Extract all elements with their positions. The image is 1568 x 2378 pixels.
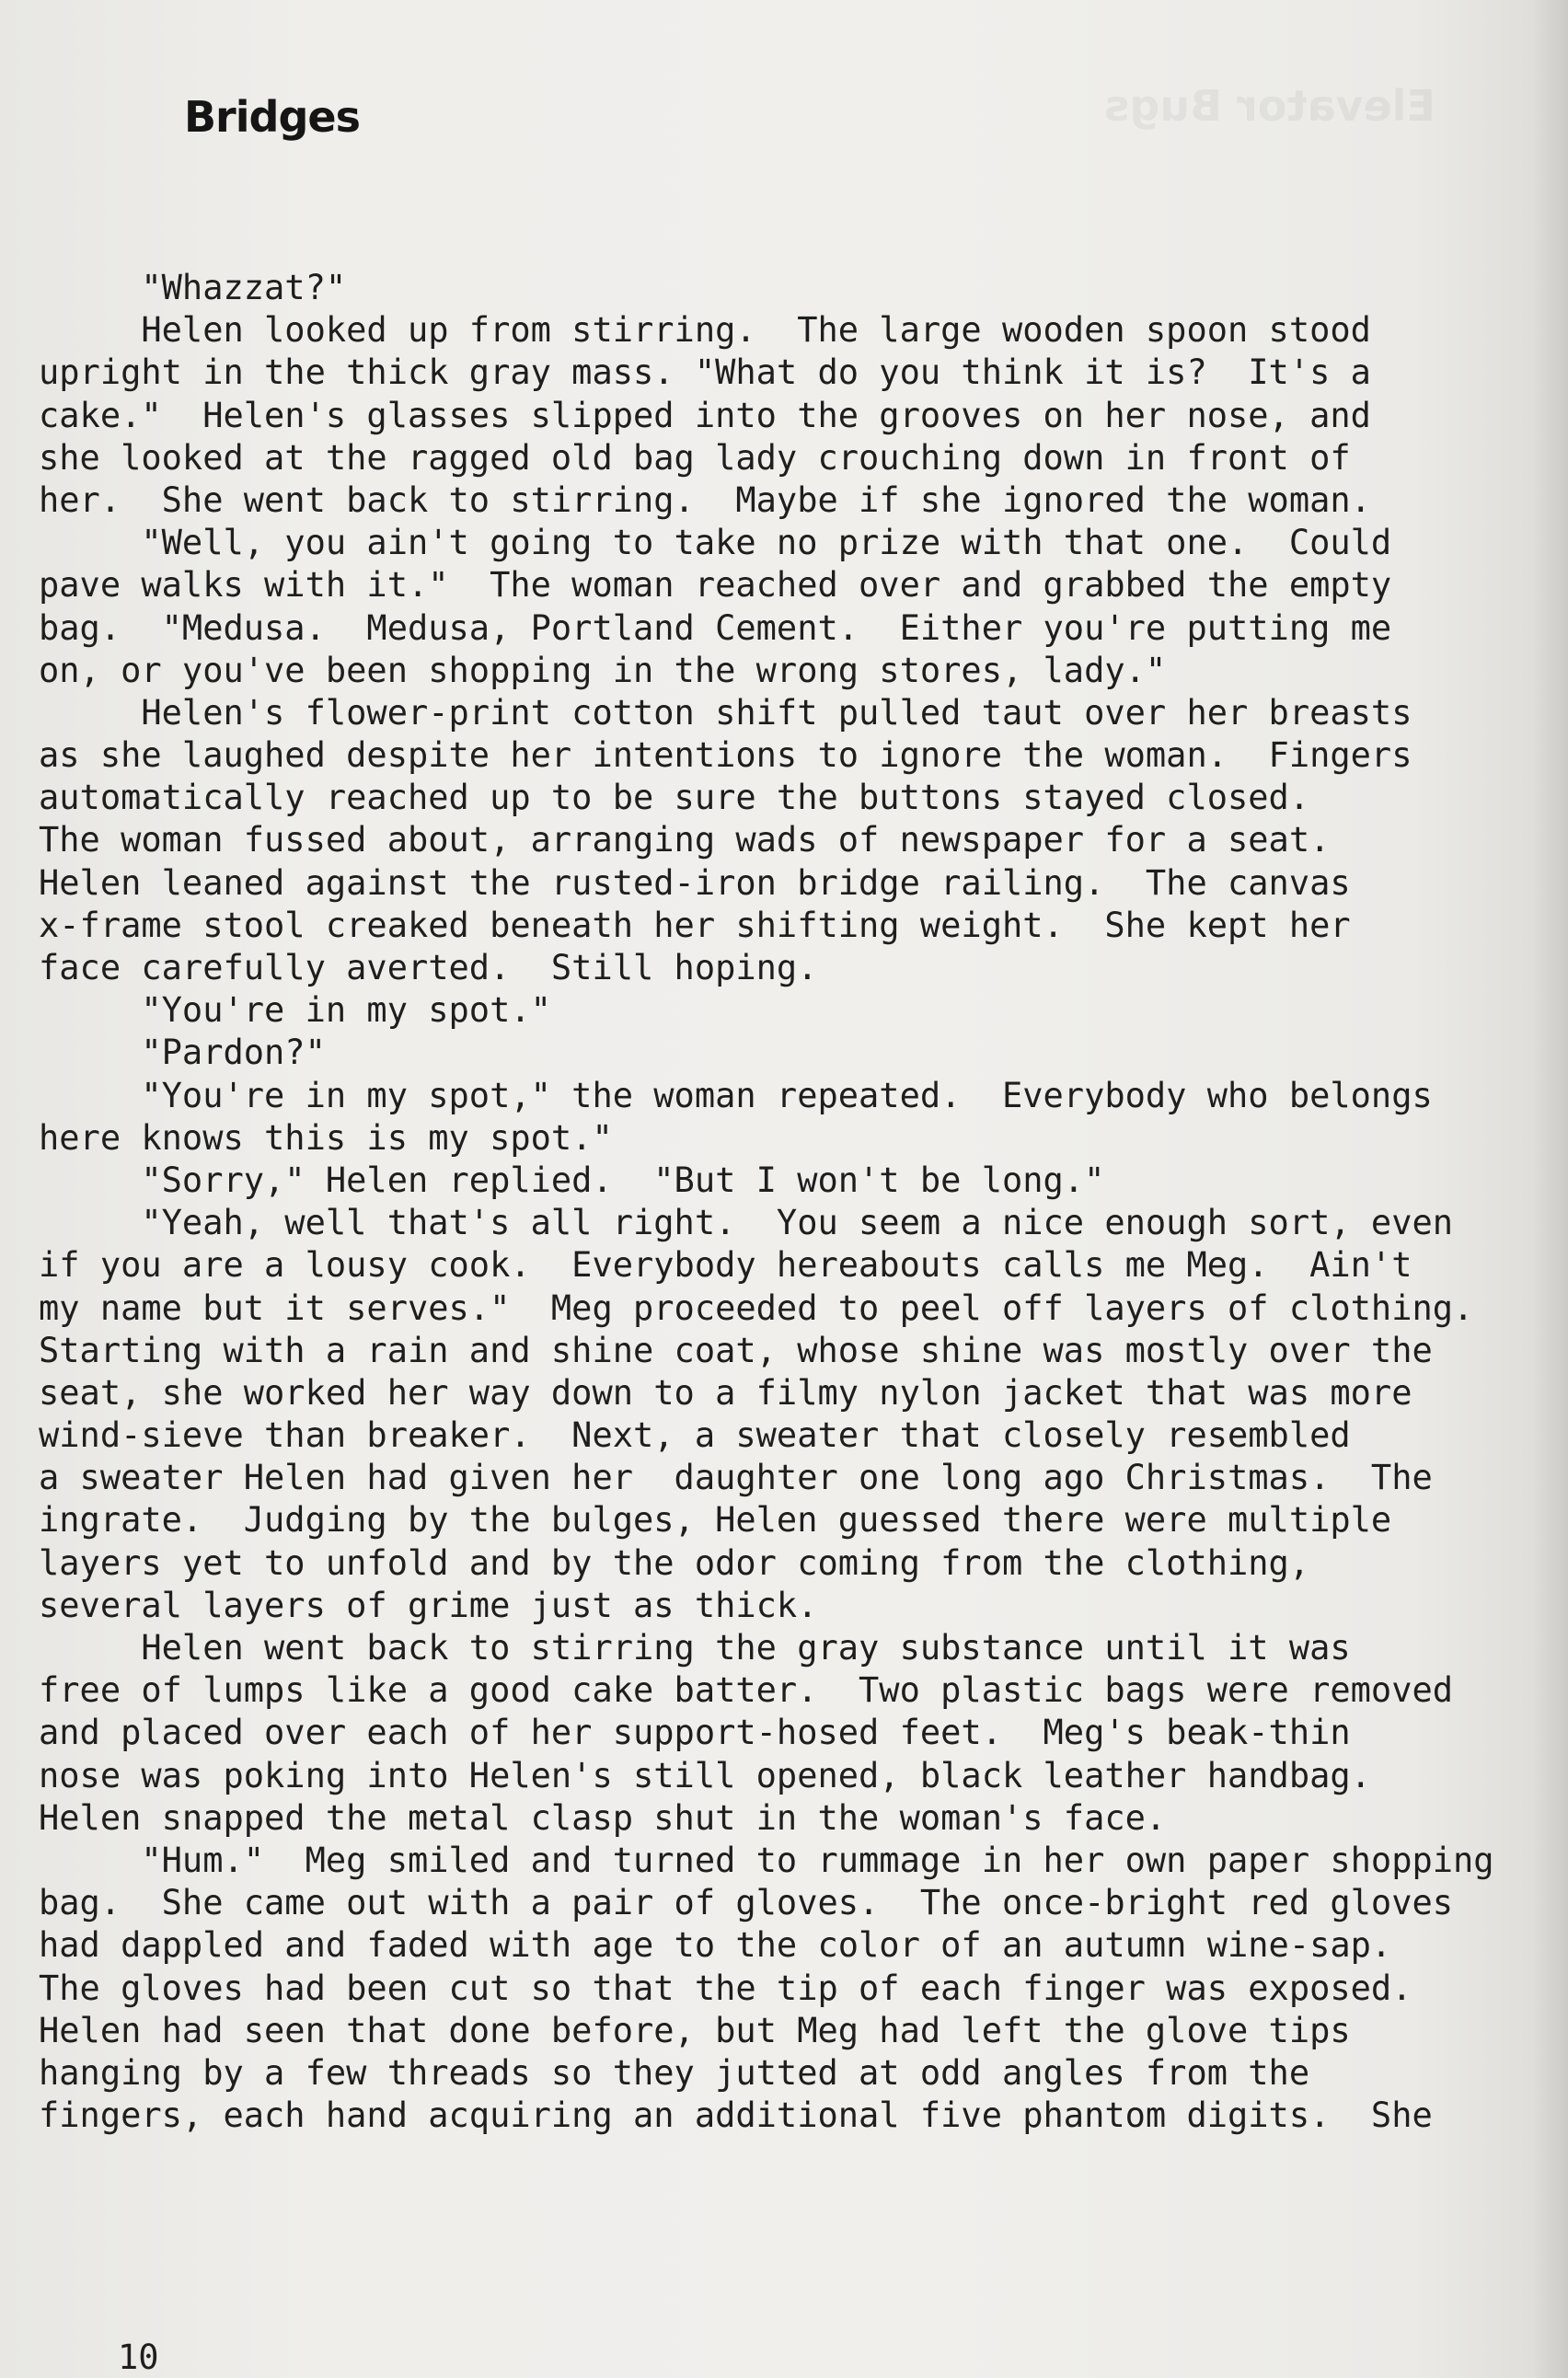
text-line: automatically reached up to be sure the buttons stayed closed. xyxy=(39,778,1310,818)
text-line: layers yet to unfold and by the odor coming from the clothing, xyxy=(39,1542,1310,1583)
text-line: if you are a lousy cook. Everybody hereabouts calls me Meg. Ain't xyxy=(39,1245,1412,1286)
text-line: face carefully averted. Still hoping. xyxy=(39,948,818,987)
text-line: "You're in my spot." xyxy=(39,990,551,1031)
text-line: pave walks with it." The woman reached over and grabbed the empty xyxy=(39,565,1392,606)
text-line: here knows this is my spot." xyxy=(39,1117,613,1158)
text-line: several layers of grime just as thick. xyxy=(39,1585,818,1625)
story-text xyxy=(39,267,1548,2137)
text-line: Helen leaned against the rusted-iron bridge railing. The canvas xyxy=(39,862,1351,903)
text-line: bag. "Medusa. Medusa, Portland Cement. Either you're putting me xyxy=(39,607,1392,648)
text-line: nose was poking into Helen's still opened, black leather handbag. xyxy=(39,1755,1371,1795)
text-line: Helen snapped the metal clasp shut in the woman's face. xyxy=(39,1797,1167,1838)
text-line: "Sorry," Helen replied. "But I won't be long." xyxy=(39,1160,1105,1200)
text-line: hanging by a few threads so they jutted at odd angles from the xyxy=(39,2052,1310,2093)
text-line: "Whazzat?" xyxy=(39,268,347,307)
text-line: upright in the thick gray mass. "What do you think it is? It's a xyxy=(39,352,1371,393)
text-line: bag. She came out with a pair of gloves. The once-bright red gloves xyxy=(39,1883,1454,1923)
text-line: had dappled and faded with age to the color of an autumn wine-sap. xyxy=(39,1925,1392,1966)
page-number: 10 xyxy=(118,2338,159,2377)
text-line: seat, she worked her way down to a filmy nylon jacket that was more xyxy=(39,1372,1412,1413)
text-line: she looked at the ragged old bag lady crouching down in front of xyxy=(39,437,1351,478)
text-line: "Hum." Meg smiled and turned to rummage in her own paper shopping xyxy=(39,1840,1494,1880)
text-line: "Well, you ain't going to take no prize with that one. Could xyxy=(39,523,1392,563)
text-line: her. She went back to stirring. Maybe if she ignored the woman. xyxy=(39,479,1371,520)
text-line: ingrate. Judging by the bulges, Helen guessed there were multiple xyxy=(39,1500,1392,1541)
text-line: Helen's flower-print cotton shift pulled taut over her breasts xyxy=(39,692,1412,733)
text-line: cake." Helen's glasses slipped into the grooves on her nose, and xyxy=(39,395,1371,435)
show-through-heading: Elevator Bugs xyxy=(1104,81,1435,131)
text-line: Helen went back to stirring the gray substance until it was xyxy=(39,1628,1351,1668)
text-line: free of lumps like a good cake batter. Two plastic bags were removed xyxy=(39,1670,1454,1711)
text-line: as she laughed despite her intentions to ignore the woman. Fingers xyxy=(39,735,1412,776)
text-line: "You're in my spot," the woman repeated. Everybody who belongs xyxy=(39,1075,1433,1115)
text-line: my name but it serves." Meg proceeded to peel off layers of clothing. xyxy=(39,1287,1474,1328)
text-line: The woman fussed about, arranging wads of newspaper for a seat. xyxy=(39,820,1331,860)
text-line: "Yeah, well that's all right. You seem a nice enough sort, even xyxy=(39,1203,1454,1243)
text-line: The gloves had been cut so that the tip of each finger was exposed. xyxy=(39,1968,1412,2008)
text-line: and placed over each of her support-hosed feet. Meg's beak-thin xyxy=(39,1713,1351,1753)
text-line: x-frame stool creaked beneath her shifting weight. She kept her xyxy=(39,905,1351,945)
text-line: Helen had seen that done before, but Meg had left the glove tips xyxy=(39,2010,1351,2050)
text-line: on, or you've been shopping in the wrong stores, lady." xyxy=(39,650,1167,690)
text-line: wind-sieve than breaker. Next, a sweater that closely resembled xyxy=(39,1415,1351,1456)
text-line: Helen looked up from stirring. The large wooden spoon stood xyxy=(39,310,1371,351)
running-head: Bridges xyxy=(184,92,360,142)
text-line: "Pardon?" xyxy=(39,1033,326,1073)
text-line: a sweater Helen had given her daughter one long ago Christmas. The xyxy=(39,1458,1433,1498)
text-line: Starting with a rain and shine coat, whose shine was mostly over the xyxy=(39,1330,1433,1370)
text-line: fingers, each hand acquiring an additional five phantom digits. She xyxy=(39,2095,1433,2136)
